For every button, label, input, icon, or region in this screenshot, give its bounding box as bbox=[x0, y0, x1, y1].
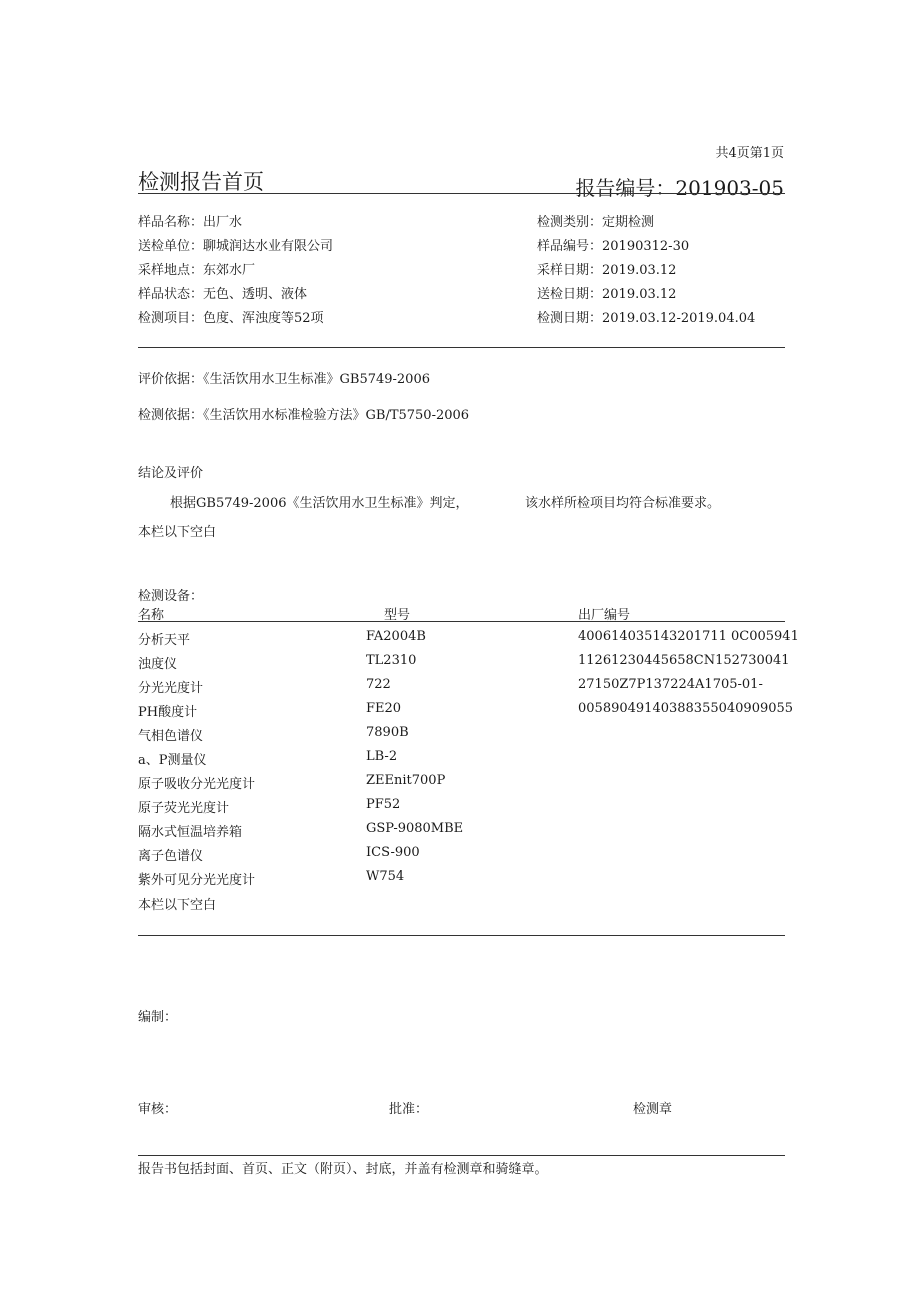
info-sample-state: 样品状态：无色、透明、液体 bbox=[138, 287, 308, 302]
equipment-model: PF52 bbox=[366, 797, 401, 812]
title-divider bbox=[138, 193, 785, 194]
info-sample-number: 样品编号：20190312-30 bbox=[537, 239, 690, 254]
footer-divider bbox=[138, 1155, 785, 1156]
equipment-name: 浊度仪 bbox=[138, 657, 178, 672]
compiled-by-label: 编制： bbox=[138, 1010, 178, 1025]
footer-note: 报告书包括封面、首页、正文（附页）、封底，并盖有检测章和骑缝章。 bbox=[138, 1162, 548, 1177]
info-sampling-date: 采样日期：2019.03.12 bbox=[537, 263, 677, 278]
equipment-name: 离子色谱仪 bbox=[138, 849, 204, 864]
equipment-model: LB-2 bbox=[366, 749, 398, 764]
equipment-serial: 400614035143201711 0C005941 bbox=[578, 629, 799, 644]
page-number: 共4页第1页 bbox=[715, 146, 784, 161]
equipment-name: 紫外可见分光光度计 bbox=[138, 873, 256, 888]
approved-by-label: 批准： bbox=[389, 1102, 429, 1117]
equipment-model: GSP-9080MBE bbox=[366, 821, 464, 836]
report-number: 报告编号：201903-05 bbox=[575, 176, 784, 200]
equipment-header-divider bbox=[138, 621, 785, 622]
reviewed-by-label: 审核： bbox=[138, 1102, 178, 1117]
conclusion-text-1: 根据GB5749-2006《生活饮用水卫生标准》判定， bbox=[170, 496, 469, 511]
equipment-name: 分光光度计 bbox=[138, 681, 204, 696]
evaluation-basis: 评价依据：《生活饮用水卫生标准》GB5749-2006 bbox=[138, 372, 430, 387]
info-submission-date: 送检日期：2019.03.12 bbox=[537, 287, 677, 302]
equipment-name: 隔水式恒温培养箱 bbox=[138, 825, 243, 840]
equipment-serial: 11261230445658CN152730041 bbox=[578, 653, 790, 668]
test-stamp-label: 检测章 bbox=[633, 1102, 673, 1117]
column-header-model: 型号 bbox=[384, 608, 411, 623]
info-test-date: 检测日期：2019.03.12-2019.04.04 bbox=[537, 311, 756, 326]
equipment-name: a、P测量仪 bbox=[138, 753, 207, 768]
equipment-model: FE20 bbox=[366, 701, 402, 716]
report-title: 检测报告首页 bbox=[138, 170, 264, 194]
equipment-model: TL2310 bbox=[366, 653, 417, 668]
info-divider bbox=[138, 347, 785, 348]
conclusion-text-2: 该水样所检项目均符合标准要求。 bbox=[525, 496, 721, 511]
equipment-serial: 27150Z7P137224A1705-01- bbox=[578, 677, 763, 692]
equipment-heading: 检测设备： bbox=[138, 589, 204, 604]
info-test-items: 检测项目：色度、浑浊度等52项 bbox=[138, 311, 324, 326]
conclusion-blank-note: 本栏以下空白 bbox=[138, 525, 217, 540]
equipment-model: ICS-900 bbox=[366, 845, 420, 860]
info-test-type: 检测类别：定期检测 bbox=[537, 215, 655, 230]
equipment-name: 原子吸收分光光度计 bbox=[138, 777, 256, 792]
equipment-model: 7890B bbox=[366, 725, 409, 740]
info-sample-name: 样品名称：出厂水 bbox=[138, 215, 243, 230]
equipment-name: PH酸度计 bbox=[138, 705, 198, 720]
info-submitting-unit: 送检单位：聊城润达水业有限公司 bbox=[138, 239, 334, 254]
equipment-model: 722 bbox=[366, 677, 391, 692]
equipment-name: 原子荧光光度计 bbox=[138, 801, 230, 816]
equipment-name: 气相色谱仪 bbox=[138, 729, 204, 744]
equipment-model: W754 bbox=[366, 869, 405, 884]
equipment-serial: 00589049140388355040909055 bbox=[578, 701, 794, 716]
equipment-name: 分析天平 bbox=[138, 633, 191, 648]
column-header-name: 名称 bbox=[138, 608, 165, 623]
column-header-serial: 出厂编号 bbox=[578, 608, 631, 623]
equipment-model: FA2004B bbox=[366, 629, 426, 644]
conclusion-heading: 结论及评价 bbox=[138, 466, 204, 481]
info-sampling-site: 采样地点：东郊水厂 bbox=[138, 263, 256, 278]
equipment-blank-note: 本栏以下空白 bbox=[138, 898, 217, 913]
equipment-model: ZEEnit700P bbox=[366, 773, 446, 788]
testing-basis: 检测依据：《生活饮用水标准检验方法》GB/T5750-2006 bbox=[138, 408, 470, 423]
equipment-divider bbox=[138, 935, 785, 936]
